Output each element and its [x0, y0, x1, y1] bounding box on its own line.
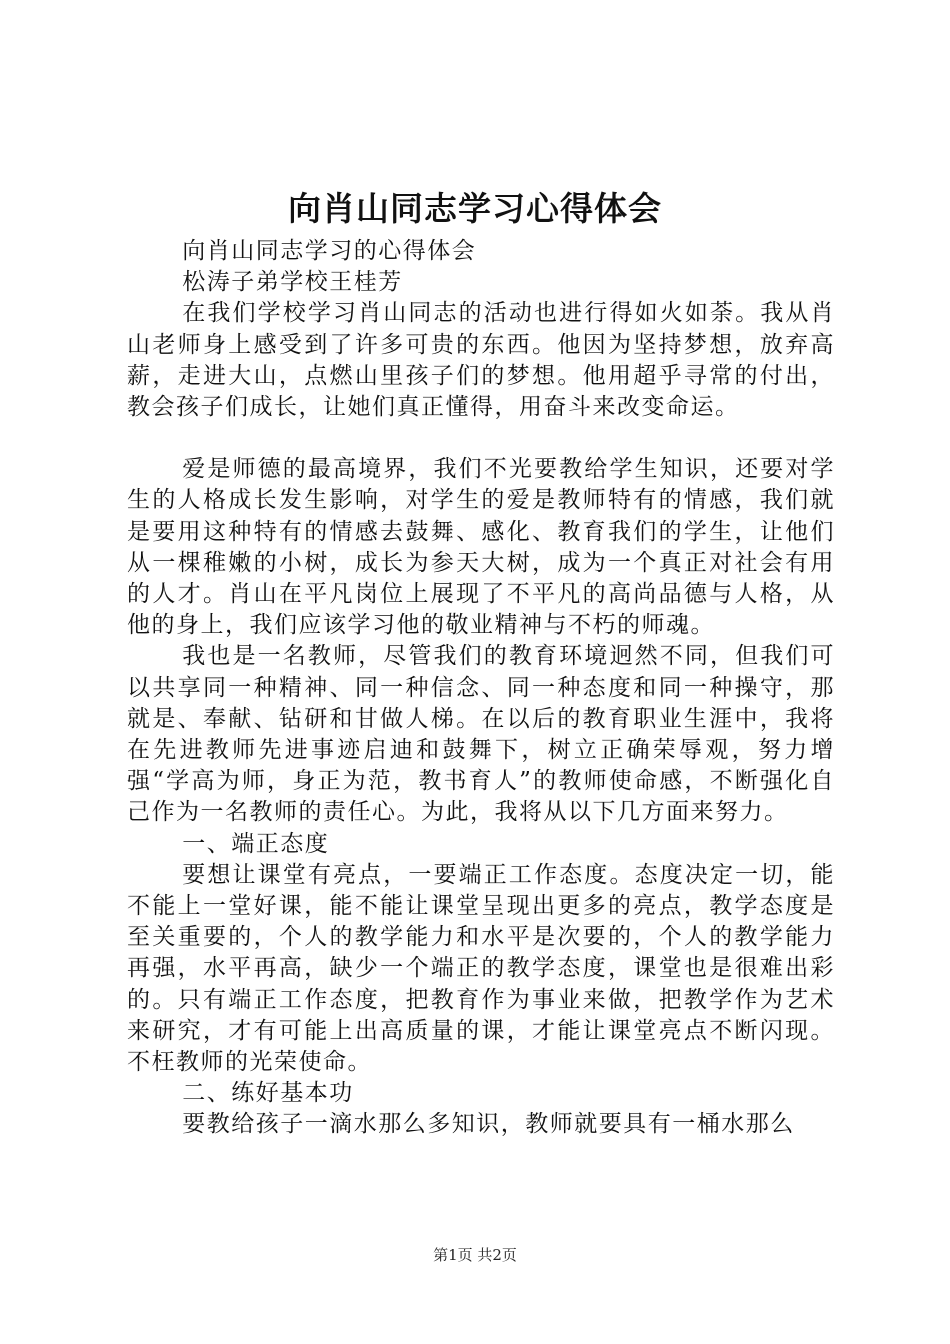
- body-paragraph: 爱是师德的最高境界，我们不光要教给学生知识，还要对学生的人格成长发生影响，对学生的爱是教师特有的情感，我们就是要用这种特有的情感去鼓舞、感化、教育我们的学生，让他们从一棵稚嫩的小树，成长为参天大树，成为一个真正对社会有用的人才。肖山在平凡岗位上展现了不平凡的高尚品德与人格，从他的身上，我们应该学习他的敬业精神与不朽的师魂。: [127, 456, 835, 639]
- document-body: [127, 236, 835, 1141]
- body-paragraph: 在我们学校学习肖山同志的活动也进行得如火如荼。我从肖山老师身上感受到了许多可贵的东西。他因为坚持梦想，放弃高薪，走进大山，点燃山里孩子们的梦想。他用超乎寻常的付出，教会孩子们成长，让她们真正懂得，用奋斗来改变命运。: [127, 300, 835, 421]
- section-heading: 二、练好基本功: [182, 1080, 354, 1107]
- subtitle-paragraph: 向肖山同志学习的心得体会: [182, 238, 477, 264]
- body-paragraph: 要想让课堂有亮点，一要端正工作态度。态度决定一切，能不能上一堂好课，能不能让课堂呈现出更多的亮点，教学态度是至关重要的，个人的教学能力和水平是次要的，个人的教学能力再强，水平再高，缺少一个端正的教学态度，课堂也是很难出彩的。只有端正工作态度，把教育作为事业来做，把教学作为艺术来研究，才有可能上出高质量的课，才能让课堂亮点不断闪现。不枉教师的光荣使命。: [127, 861, 835, 1076]
- page-number-footer: 第1页 共2页: [433, 1246, 517, 1264]
- section-heading: 一、端正态度: [182, 830, 330, 857]
- document-title: 向肖山同志学习心得体会: [288, 189, 662, 228]
- body-paragraph: 要教给孩子一滴水那么多知识，教师就要具有一桶水那么: [182, 1111, 795, 1138]
- author-paragraph: 松涛子弟学校王桂芳: [182, 269, 403, 296]
- body-paragraph: 我也是一名教师，尽管我们的教育环境迥然不同，但我们可以共享同一种精神、同一种信念、同一种态度和同一种操守，那就是、奉献、钻研和甘做人梯。在以后的教育职业生涯中，我将在先进教师先进事迹启迪和鼓舞下，树立正确荣辱观，努力增强“学高为师，身正为范，教书育人”的教师使命感，不断强化自己作为一名教师的责任心。为此，我将从以下几方面来努力。: [127, 643, 835, 826]
